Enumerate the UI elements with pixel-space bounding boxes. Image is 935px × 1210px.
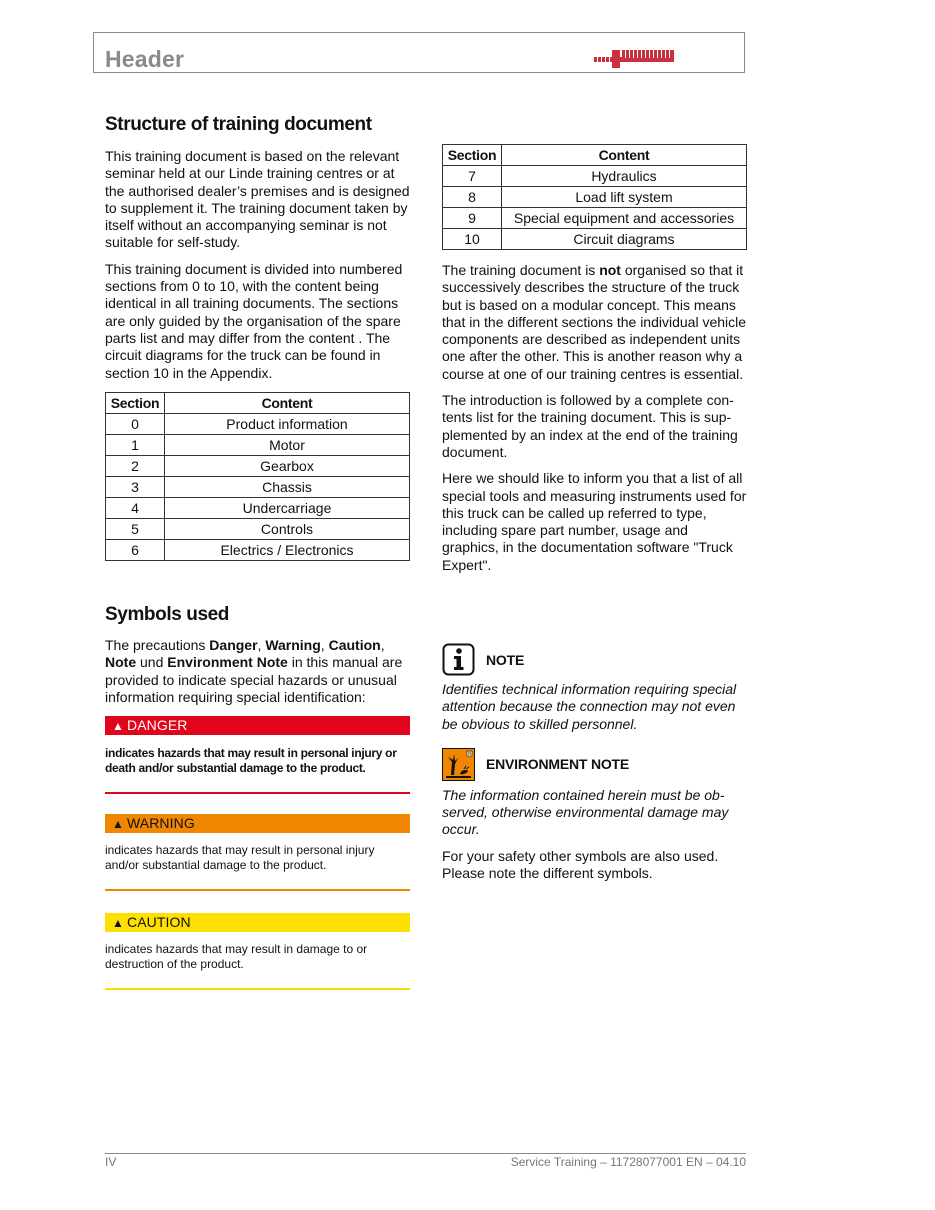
section-number: 6 bbox=[106, 539, 165, 560]
caution-description: indicates hazards that may result in damage to or destruction of the product. bbox=[105, 942, 368, 971]
term-note: Note bbox=[105, 654, 137, 671]
table-header-row bbox=[443, 145, 747, 166]
warning-label: WARNING bbox=[126, 815, 195, 832]
note-description: Identifies technical information requiring special attention because the connection may not even be obvious to skilled personnel. bbox=[442, 681, 737, 732]
note-header bbox=[442, 643, 747, 676]
section-content: Special equipment and accessories bbox=[502, 208, 747, 229]
text-run: in this manual are provided to indicate special hazards or unusual information requiring special identification: bbox=[105, 654, 403, 705]
caution-block bbox=[105, 913, 410, 990]
term-danger: Danger bbox=[209, 637, 258, 653]
section-content: Motor bbox=[165, 434, 410, 455]
brand-logo-icon bbox=[594, 47, 674, 69]
text-run: The training document is bbox=[442, 262, 600, 278]
table-row bbox=[106, 518, 410, 539]
environment-hazard-icon bbox=[442, 748, 475, 781]
symbols-intro bbox=[105, 637, 410, 706]
table-row bbox=[106, 476, 410, 497]
table-row bbox=[106, 539, 410, 560]
caution-label: CAUTION bbox=[126, 914, 191, 931]
table-header-section: Section bbox=[443, 145, 502, 166]
svg-text:N: N bbox=[467, 752, 472, 758]
emphasis-not: not bbox=[599, 262, 621, 278]
structure-paragraph-1: This training document is based on the relevant seminar held at our Linde training centres or at the authorised dealer’s premises and is designed to supplement it. The training document taken by itself without an accompanying seminar is not suitable for self-study. bbox=[105, 148, 410, 251]
section-content: Gearbox bbox=[165, 455, 410, 476]
sections-table-right bbox=[442, 144, 747, 250]
text-run: , bbox=[320, 637, 329, 653]
section-content: Load lift system bbox=[502, 187, 747, 208]
table-row bbox=[106, 413, 410, 434]
section-number: 3 bbox=[106, 476, 165, 497]
info-icon bbox=[442, 643, 475, 676]
symbols-left-column bbox=[105, 604, 410, 990]
table-row bbox=[443, 187, 747, 208]
warning-block bbox=[105, 814, 410, 891]
section-content: Electrics / Electronics bbox=[165, 539, 410, 560]
structure-heading: Structure of training document bbox=[105, 114, 372, 135]
term-environment-note: Environment Note bbox=[167, 654, 288, 671]
section-content: Product information bbox=[165, 413, 410, 434]
footer-divider bbox=[105, 1153, 746, 1154]
page-number: IV bbox=[105, 1155, 117, 1169]
header-title: Header bbox=[105, 46, 185, 72]
document-reference: Service Training – 11728077001 EN – 04.10 bbox=[510, 1155, 746, 1169]
table-header-section: Section bbox=[106, 392, 165, 413]
environment-note-header bbox=[442, 748, 747, 781]
text-run: , bbox=[257, 637, 266, 653]
modular-concept-paragraph bbox=[442, 262, 747, 383]
table-header-content: Content bbox=[502, 145, 747, 166]
danger-bar bbox=[105, 716, 410, 735]
warning-bar bbox=[105, 814, 410, 833]
contents-paragraph: The introduction is followed by a complete con-tents list for the training document. This is sup-plemented by an index at the end of the training document. bbox=[442, 392, 738, 460]
text-run: , bbox=[380, 637, 385, 653]
note-title: NOTE bbox=[486, 651, 525, 668]
structure-paragraph-2: This training document is divided into numbered sections from 0 to 10, with the content being identical in all training documents. The sections are only guided by the organisation of the spare parts list and may differ from the content . The circuit diagrams for the truck can be found in section 10 in the Appendix. bbox=[105, 260, 403, 381]
environment-note-description: The information contained herein must be ob-served, otherwise environmental damage may occur. bbox=[442, 786, 729, 838]
table-header-content: Content bbox=[165, 392, 410, 413]
term-warning: Warning bbox=[265, 637, 321, 653]
table-row bbox=[106, 497, 410, 518]
text-run: The precautions bbox=[105, 637, 210, 653]
table-row bbox=[106, 455, 410, 476]
environment-note-title: ENVIRONMENT NOTE bbox=[486, 756, 630, 773]
section-number: 5 bbox=[106, 518, 165, 539]
section-content: Chassis bbox=[165, 476, 410, 497]
danger-label: DANGER bbox=[126, 717, 188, 734]
danger-rule bbox=[105, 792, 410, 794]
warning-triangle-icon: ▲ bbox=[112, 817, 124, 832]
table-row bbox=[443, 229, 747, 250]
section-number: 9 bbox=[443, 208, 502, 229]
section-number: 0 bbox=[106, 413, 165, 434]
danger-block bbox=[105, 716, 410, 794]
page-header bbox=[93, 32, 745, 73]
text-run: organised so that it successively describes the structure of the truck but is based on a modular concept. This means that in the different sections the individual vehicle components are described as independent units one after the other. This is another reason why a course at one of our training centres is essential. bbox=[442, 262, 747, 382]
section-number: 1 bbox=[106, 434, 165, 455]
section-number: 10 bbox=[443, 229, 502, 250]
sections-table-left bbox=[105, 392, 410, 561]
section-number: 8 bbox=[443, 187, 502, 208]
warning-rule bbox=[105, 889, 410, 891]
text-run: und bbox=[136, 654, 168, 671]
term-caution: Caution bbox=[328, 637, 381, 653]
symbols-right-column bbox=[442, 643, 747, 882]
section-content: Undercarriage bbox=[165, 497, 410, 518]
section-number: 7 bbox=[443, 166, 502, 187]
section-content: Hydraulics bbox=[502, 166, 747, 187]
section-number: 4 bbox=[106, 497, 165, 518]
caution-bar bbox=[105, 913, 410, 932]
section-number: 2 bbox=[106, 455, 165, 476]
caution-rule bbox=[105, 988, 410, 990]
danger-description: indicates hazards that may result in personal injury or death and/or substantial damage to the product. bbox=[105, 746, 397, 775]
table-row bbox=[106, 434, 410, 455]
table-row bbox=[443, 208, 747, 229]
table-header-row bbox=[106, 392, 410, 413]
truck-expert-paragraph: Here we should like to inform you that a list of all special tools and measuring instruments used for this truck can be called up referred to type, including spare part number, usage and graphics, in the documentation software "Truck Expert". bbox=[442, 470, 747, 573]
safety-paragraph: For your safety other symbols are also used. Please note the different symbols. bbox=[442, 847, 719, 882]
section-content: Circuit diagrams bbox=[502, 229, 747, 250]
warning-triangle-icon: ▲ bbox=[112, 719, 124, 734]
section-content: Controls bbox=[165, 518, 410, 539]
structure-left-column bbox=[105, 114, 410, 561]
symbols-heading: Symbols used bbox=[105, 604, 230, 625]
table-row bbox=[443, 166, 747, 187]
structure-right-column bbox=[442, 144, 747, 574]
warning-triangle-icon: ▲ bbox=[112, 916, 124, 931]
warning-description: indicates hazards that may result in personal injury and/or substantial damage to the product. bbox=[105, 843, 375, 872]
